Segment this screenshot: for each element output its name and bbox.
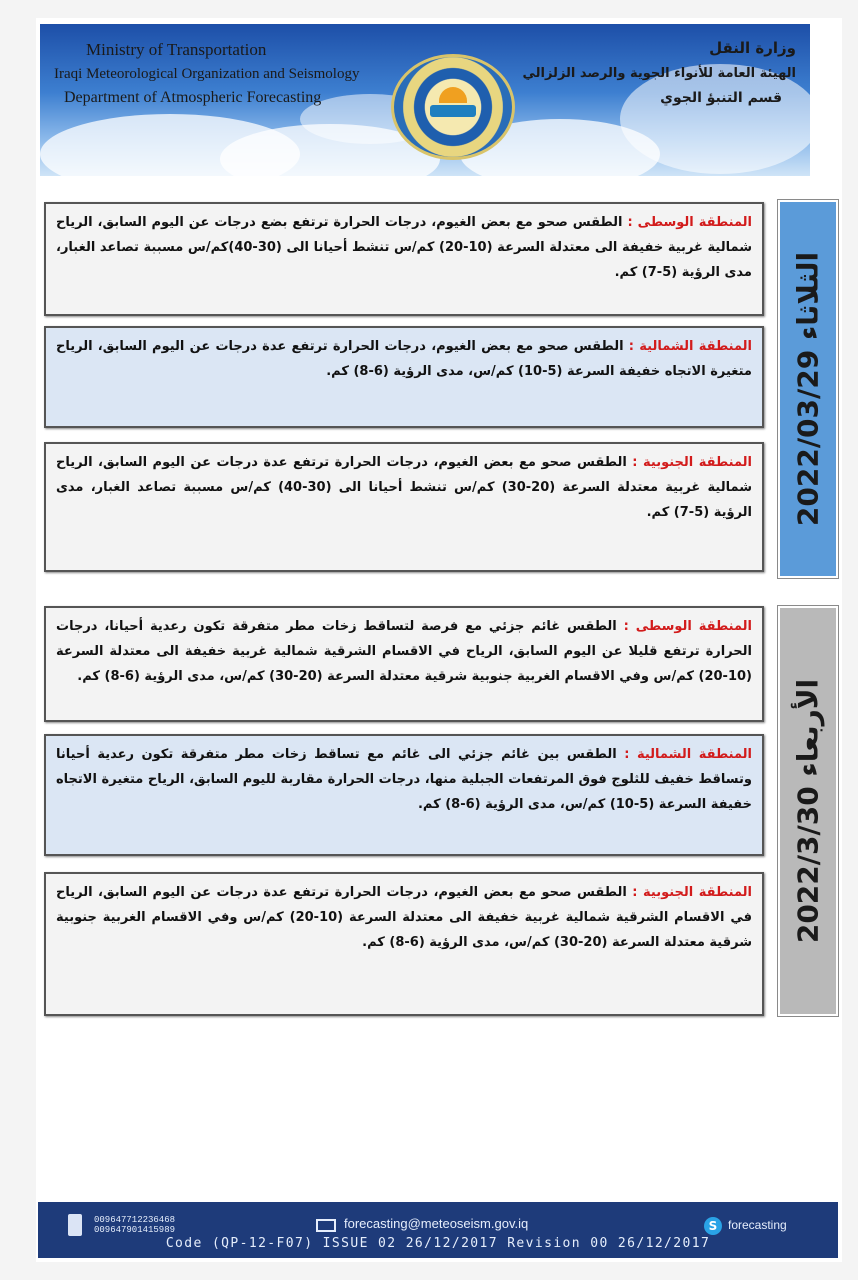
organization-name-ar: الهيئة العامة للأنواء الجوية والرصد الزلزالي bbox=[522, 66, 796, 81]
forecast-box-day2-south bbox=[44, 872, 764, 1016]
footer-bar bbox=[38, 1202, 838, 1258]
organization-name-en: Iraqi Meteorological Organization and Seismology bbox=[54, 66, 360, 82]
header-banner bbox=[40, 24, 810, 176]
forecast-text bbox=[46, 444, 762, 525]
skype-handle: forecasting bbox=[728, 1218, 787, 1232]
department-name-en: Department of Atmospheric Forecasting bbox=[64, 89, 322, 106]
forecast-box-day2-north bbox=[44, 734, 764, 856]
footer-contacts bbox=[38, 1208, 838, 1234]
phone-icon bbox=[68, 1214, 82, 1236]
region-name: المنطقة الوسطى : bbox=[627, 215, 752, 230]
day-label-tuesday bbox=[778, 200, 838, 578]
region-forecast: الطقس بين غائم جزئي الى غائم مع تساقط زخات مطر متفرقة تكون رعدية أحيانا وتساقط خفيف للثلوج فوق المرتفعات الجبلية منها، درجات الحرارة مقاربة لليوم السابق، الرياح متغيرة الاتجاه خفيفة السرعة (5-10) كم/س، مدى الرؤية (6-8) كم. bbox=[56, 747, 752, 812]
region-name: المنطقة الجنوبية : bbox=[632, 885, 753, 900]
day-label-wednesday bbox=[778, 606, 838, 1016]
phone-number: 009647712236468 bbox=[94, 1215, 176, 1225]
region-forecast: الطقس صحو مع بعض الغيوم، درجات الحرارة ترتفع عدة درجات عن اليوم السابق، الرياح في الاقسام الشرقية شمالية غربية خفيفة الى معتدلة السرعة (10-20) كم/س وفي الاقسام الغربية جنوبية شرقية معتدلة السرعة (20-30) كم/س، مدى الرؤية (6-8) كم. bbox=[56, 885, 752, 950]
forecast-box-day2-central bbox=[44, 606, 764, 722]
ministry-name-ar: وزارة النقل bbox=[709, 39, 796, 57]
forecast-box-day1-north bbox=[44, 326, 764, 428]
region-forecast: الطقس صحو مع بعض الغيوم، درجات الحرارة ترتفع عدة درجات عن اليوم السابق، الرياح متغيرة الاتجاه خفيفة السرعة (5-10) كم/س، مدى الرؤية (6-8) كم. bbox=[56, 339, 752, 379]
forecast-text bbox=[46, 874, 762, 955]
region-forecast: الطقس صحو مع بعض الغيوم، درجات الحرارة ترتفع عدة درجات عن اليوم السابق، الرياح شمالية غربية معتدلة السرعة (20-30) كم/س تنشط أحيانا الى (30-40) كم/س مسببة تصاعد الغبار، مدى الرؤية (5-7) كم. bbox=[56, 455, 752, 520]
document-code: Code (QP-12-F07) ISSUE 02 26/12/2017 Revision 00 26/12/2017 bbox=[165, 1236, 711, 1251]
forecast-box-day1-central bbox=[44, 202, 764, 316]
region-name: المنطقة الشمالية : bbox=[628, 339, 752, 354]
forecast-text bbox=[46, 608, 762, 689]
department-name-ar: قسم التنبؤ الجوي bbox=[660, 90, 782, 106]
phone-numbers bbox=[94, 1215, 175, 1235]
ministry-name-en: Ministry of Transportation bbox=[86, 40, 267, 59]
forecast-text bbox=[46, 736, 762, 817]
envelope-icon bbox=[316, 1219, 336, 1232]
email-address: forecasting@meteoseism.gov.iq bbox=[344, 1216, 529, 1231]
header-arabic bbox=[522, 36, 796, 111]
skype-icon: S bbox=[704, 1217, 722, 1235]
forecast-box-day1-south bbox=[44, 442, 764, 572]
header-english bbox=[54, 38, 359, 110]
region-name: المنطقة الوسطى : bbox=[623, 619, 753, 634]
phone-number: 009647901415989 bbox=[94, 1225, 176, 1235]
region-name: المنطقة الشمالية : bbox=[624, 747, 752, 762]
region-forecast: الطقس غائم جزئي مع فرصة لتساقط زخات مطر متفرقة تكون رعدية أحيانا، درجات الحرارة ترتفع قليلا عن اليوم السابق، الرياح في الاقسام الشرقية شمالية غربية خفيفة الى معتدلة السرعة (10-20) كم/س وفي الاقسام الغربية جنوبية شرقية معتدلة السرعة (20-30) كم/س، مدى الرؤية (6-8) كم. bbox=[56, 619, 752, 684]
forecast-text bbox=[46, 328, 762, 384]
forecast-text bbox=[46, 204, 762, 285]
region-forecast: الطقس صحو مع بعض الغيوم، درجات الحرارة ترتفع بضع درجات عن اليوم السابق، الرياح شمالية غربية خفيفة الى معتدلة السرعة (10-20) كم/س تنشط أحيانا الى (30-40)كم/س مسببة تصاعد الغبار، مدى الرؤية (5-7) كم. bbox=[56, 215, 752, 280]
day-label-text: الأربعاء 2022/3/30 bbox=[791, 678, 825, 944]
organization-seal-icon bbox=[391, 54, 515, 160]
region-name: المنطقة الجنوبية : bbox=[632, 455, 753, 470]
day-label-text: الثلاثاء 2022/03/29 bbox=[791, 251, 825, 527]
